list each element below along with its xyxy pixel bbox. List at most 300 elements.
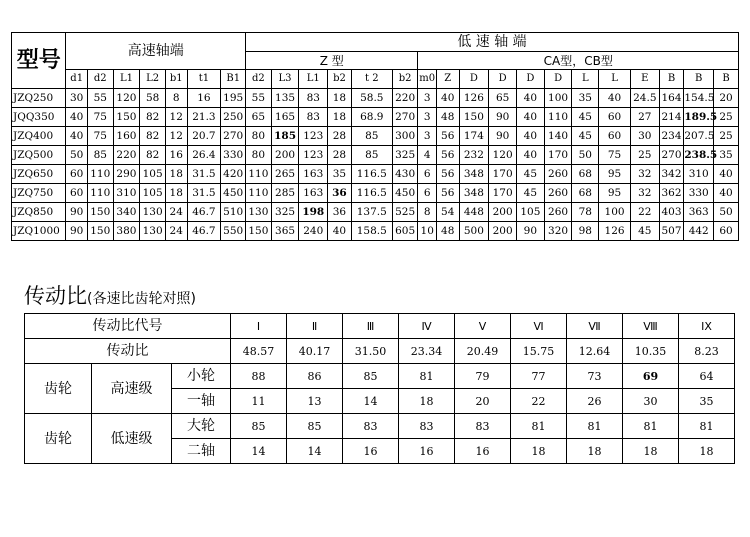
table-cell: 35: [714, 146, 739, 165]
small-gear-teeth: 86: [287, 364, 343, 389]
high-speed-shaft-header: 高速轴端: [66, 33, 246, 70]
table-cell: 285: [271, 184, 299, 203]
table-cell: 31.5: [187, 165, 221, 184]
table-cell: 100: [544, 89, 572, 108]
table-cell: 164: [659, 89, 684, 108]
column-header: B: [659, 70, 684, 89]
big-gear-teeth: 85: [231, 414, 287, 439]
table-cell: 40: [436, 89, 459, 108]
table-cell: 510: [221, 203, 246, 222]
second-shaft-teeth: 14: [231, 439, 287, 464]
model-name: JZQ850: [12, 203, 66, 222]
table-cell: 442: [684, 222, 714, 241]
table-cell: 130: [246, 203, 272, 222]
ratio-title-text: 传动比: [24, 284, 87, 308]
table-cell: 154.5: [684, 89, 714, 108]
table-cell: 170: [489, 184, 517, 203]
table-cell: 185: [271, 127, 299, 146]
table-cell: 158.5: [351, 222, 392, 241]
big-gear-label: 大轮: [172, 414, 231, 439]
table-cell: 48: [436, 222, 459, 241]
table-cell: 260: [544, 165, 572, 184]
table-cell: 60: [714, 222, 739, 241]
column-header: t 2: [351, 70, 392, 89]
table-cell: 26.4: [187, 146, 221, 165]
second-shaft-teeth: 16: [455, 439, 511, 464]
first-shaft-teeth: 30: [623, 389, 679, 414]
table-cell: 45: [572, 108, 599, 127]
table-cell: 32: [630, 165, 659, 184]
table-cell: 365: [271, 222, 299, 241]
table-cell: 110: [87, 184, 113, 203]
table-cell: 220: [392, 89, 418, 108]
table-cell: 75: [87, 108, 113, 127]
table-cell: 90: [489, 108, 517, 127]
table-cell: 110: [544, 108, 572, 127]
big-gear-teeth: 81: [623, 414, 679, 439]
table-cell: 420: [221, 165, 246, 184]
table-cell: 25: [714, 108, 739, 127]
column-header: E: [630, 70, 659, 89]
column-header: L: [572, 70, 599, 89]
table-cell: 95: [599, 165, 631, 184]
ratio-value: 31.50: [343, 339, 399, 364]
table-cell: 45: [630, 222, 659, 241]
table-row: [12, 108, 739, 127]
column-header: d1: [66, 70, 88, 89]
column-header: L1: [113, 70, 140, 89]
table-cell: 320: [544, 222, 572, 241]
table-cell: 60: [599, 108, 631, 127]
table-cell: 75: [87, 127, 113, 146]
column-header: d2: [246, 70, 272, 89]
ratio-code-label: 传动比代号: [25, 314, 231, 339]
table-cell: 105: [140, 165, 166, 184]
table-cell: 85: [87, 146, 113, 165]
ratio-value: 10.35: [623, 339, 679, 364]
table-cell: 150: [246, 222, 272, 241]
table-cell: 21.3: [187, 108, 221, 127]
table-cell: 50: [714, 203, 739, 222]
model-header: 型号: [12, 33, 66, 89]
table-cell: 270: [392, 108, 418, 127]
column-header: b2: [328, 70, 352, 89]
table-cell: 170: [489, 165, 517, 184]
small-gear-teeth: 88: [231, 364, 287, 389]
table-cell: 24.5: [630, 89, 659, 108]
second-shaft-teeth: 16: [343, 439, 399, 464]
table-cell: 40: [714, 184, 739, 203]
ratio-section-title: [24, 280, 196, 310]
table-cell: 82: [140, 146, 166, 165]
table-cell: 58.5: [351, 89, 392, 108]
table-cell: 126: [599, 222, 631, 241]
big-gear-teeth: 81: [511, 414, 567, 439]
column-header: L1: [299, 70, 328, 89]
table-cell: 214: [659, 108, 684, 127]
table-cell: 18: [328, 108, 352, 127]
model-name: JZQ250: [12, 89, 66, 108]
table-cell: 12: [165, 108, 187, 127]
column-header: L3: [271, 70, 299, 89]
first-shaft-teeth: 18: [399, 389, 455, 414]
column-header: b1: [165, 70, 187, 89]
column-header: t1: [187, 70, 221, 89]
table-cell: 260: [544, 184, 572, 203]
table-row: [12, 165, 739, 184]
table-cell: 56: [436, 146, 459, 165]
table-cell: 18: [165, 165, 187, 184]
table-cell: 325: [392, 146, 418, 165]
table-cell: 260: [544, 203, 572, 222]
big-gear-teeth: 83: [455, 414, 511, 439]
table-cell: 35: [328, 165, 352, 184]
ratio-code: Ⅵ: [511, 314, 567, 339]
table-cell: 90: [66, 203, 88, 222]
table-cell: 90: [517, 222, 545, 241]
big-gear-teeth: 85: [287, 414, 343, 439]
table-cell: 65: [246, 108, 272, 127]
big-gear-teeth: 83: [399, 414, 455, 439]
table-cell: 163: [299, 184, 328, 203]
first-shaft-teeth: 20: [455, 389, 511, 414]
table-cell: 110: [246, 184, 272, 203]
table-cell: 100: [599, 203, 631, 222]
table-cell: 58: [140, 89, 166, 108]
table-cell: 250: [221, 108, 246, 127]
small-gear-teeth: 85: [343, 364, 399, 389]
table-cell: 8: [165, 89, 187, 108]
ratio-subtitle-text: (各速比齿轮对照): [87, 291, 196, 307]
table-cell: 500: [459, 222, 489, 241]
table-cell: 120: [113, 89, 140, 108]
table-cell: 507: [659, 222, 684, 241]
table-cell: 123: [299, 127, 328, 146]
table-cell: 40: [599, 89, 631, 108]
first-shaft-teeth: 14: [343, 389, 399, 414]
high-speed-stage-label: 高速级: [92, 364, 172, 414]
table-cell: 45: [572, 127, 599, 146]
small-gear-teeth: 64: [679, 364, 735, 389]
table-cell: 240: [299, 222, 328, 241]
table-cell: 56: [436, 165, 459, 184]
table-cell: 340: [113, 203, 140, 222]
table-cell: 82: [140, 127, 166, 146]
table-cell: 98: [572, 222, 599, 241]
table-cell: 40: [714, 165, 739, 184]
table-cell: 110: [87, 165, 113, 184]
table-cell: 6: [418, 184, 436, 203]
table-cell: 12: [165, 127, 187, 146]
table-cell: 90: [489, 127, 517, 146]
table-cell: 232: [459, 146, 489, 165]
ratio-value: 15.75: [511, 339, 567, 364]
second-shaft-teeth: 18: [567, 439, 623, 464]
dimension-table: [11, 32, 739, 241]
ratio-table: [24, 313, 735, 464]
table-cell: 40: [517, 89, 545, 108]
ratio-code: Ⅴ: [455, 314, 511, 339]
table-cell: 18: [165, 184, 187, 203]
table-cell: 189.5: [684, 108, 714, 127]
table-cell: 54: [436, 203, 459, 222]
first-shaft-teeth: 11: [231, 389, 287, 414]
table-cell: 24: [165, 203, 187, 222]
table-cell: 50: [66, 146, 88, 165]
column-header: m0: [418, 70, 436, 89]
table-cell: 270: [659, 146, 684, 165]
table-cell: 56: [436, 127, 459, 146]
table-cell: 220: [113, 146, 140, 165]
table-cell: 18: [328, 89, 352, 108]
table-cell: 300: [392, 127, 418, 146]
table-row: [12, 89, 739, 108]
table-cell: 25: [630, 146, 659, 165]
table-cell: 165: [271, 108, 299, 127]
table-cell: 48: [436, 108, 459, 127]
table-cell: 525: [392, 203, 418, 222]
table-cell: 31.5: [187, 184, 221, 203]
table-cell: 605: [392, 222, 418, 241]
table-cell: 32: [630, 184, 659, 203]
model-name: JZQ650: [12, 165, 66, 184]
table-cell: 150: [87, 203, 113, 222]
table-cell: 40: [517, 146, 545, 165]
z-type-header: Z 型: [246, 52, 418, 70]
gear-label-low: 齿轮: [25, 414, 92, 464]
table-cell: 36: [328, 203, 352, 222]
table-cell: 123: [299, 146, 328, 165]
table-cell: 163: [299, 165, 328, 184]
second-shaft-teeth: 18: [623, 439, 679, 464]
table-cell: 430: [392, 165, 418, 184]
table-cell: 105: [517, 203, 545, 222]
second-shaft-teeth: 16: [399, 439, 455, 464]
column-header: B: [684, 70, 714, 89]
model-name: JZQ400: [12, 127, 66, 146]
table-row: [12, 127, 739, 146]
table-row: [12, 203, 739, 222]
table-cell: 550: [221, 222, 246, 241]
first-shaft-teeth: 35: [679, 389, 735, 414]
table-cell: 150: [459, 108, 489, 127]
table-cell: 150: [113, 108, 140, 127]
table-cell: 135: [271, 89, 299, 108]
table-cell: 362: [659, 184, 684, 203]
table-cell: 40: [517, 108, 545, 127]
table-row: [12, 184, 739, 203]
table-cell: 36: [328, 184, 352, 203]
model-name: JZQ750: [12, 184, 66, 203]
ratio-value: 48.57: [231, 339, 287, 364]
model-name: JZQ1000: [12, 222, 66, 241]
table-cell: 126: [459, 89, 489, 108]
ratio-value: 12.64: [567, 339, 623, 364]
model-name: JQQ350: [12, 108, 66, 127]
first-shaft-teeth: 13: [287, 389, 343, 414]
table-cell: 234: [659, 127, 684, 146]
table-cell: 450: [392, 184, 418, 203]
column-header: D: [517, 70, 545, 89]
table-cell: 75: [599, 146, 631, 165]
column-header: B: [714, 70, 739, 89]
column-header: B1: [221, 70, 246, 89]
table-cell: 4: [418, 146, 436, 165]
table-cell: 83: [299, 108, 328, 127]
table-cell: 130: [140, 222, 166, 241]
table-cell: 50: [572, 146, 599, 165]
column-header: d2: [87, 70, 113, 89]
table-cell: 60: [66, 165, 88, 184]
column-header: b2: [392, 70, 418, 89]
table-cell: 16: [165, 146, 187, 165]
table-cell: 3: [418, 89, 436, 108]
table-cell: 68: [572, 184, 599, 203]
second-shaft-teeth: 18: [679, 439, 735, 464]
table-cell: 348: [459, 165, 489, 184]
table-cell: 110: [246, 165, 272, 184]
table-cell: 10: [418, 222, 436, 241]
table-cell: 130: [140, 203, 166, 222]
table-cell: 330: [684, 184, 714, 203]
column-header: Z: [436, 70, 459, 89]
table-cell: 3: [418, 108, 436, 127]
table-cell: 40: [66, 127, 88, 146]
big-gear-teeth: 81: [679, 414, 735, 439]
second-shaft-teeth: 18: [511, 439, 567, 464]
table-cell: 55: [87, 89, 113, 108]
table-cell: 25: [714, 127, 739, 146]
column-header: L2: [140, 70, 166, 89]
table-cell: 137.5: [351, 203, 392, 222]
table-cell: 56: [436, 184, 459, 203]
table-cell: 195: [221, 89, 246, 108]
table-cell: 450: [221, 184, 246, 203]
table-cell: 35: [572, 89, 599, 108]
table-cell: 310: [684, 165, 714, 184]
small-gear-teeth: 69: [623, 364, 679, 389]
gear-label-high: 齿轮: [25, 364, 92, 414]
table-cell: 348: [459, 184, 489, 203]
table-cell: 68.9: [351, 108, 392, 127]
table-cell: 24: [165, 222, 187, 241]
ca-cb-type-header: CA型，CB型: [418, 52, 739, 70]
table-cell: 310: [113, 184, 140, 203]
table-cell: 45: [517, 184, 545, 203]
table-cell: 170: [544, 146, 572, 165]
ratio-code: Ⅳ: [399, 314, 455, 339]
table-cell: 238.5: [684, 146, 714, 165]
table-cell: 80: [246, 127, 272, 146]
table-cell: 270: [221, 127, 246, 146]
table-cell: 160: [113, 127, 140, 146]
low-speed-stage-label: 低速级: [92, 414, 172, 464]
table-cell: 40: [517, 127, 545, 146]
table-cell: 65: [489, 89, 517, 108]
column-header: D: [544, 70, 572, 89]
table-cell: 200: [489, 203, 517, 222]
table-cell: 105: [140, 184, 166, 203]
ratio-value: 23.34: [399, 339, 455, 364]
small-gear-teeth: 81: [399, 364, 455, 389]
table-cell: 46.7: [187, 222, 221, 241]
ratio-code: Ⅷ: [623, 314, 679, 339]
table-cell: 85: [351, 146, 392, 165]
small-gear-label: 小轮: [172, 364, 231, 389]
ratio-code: Ⅶ: [567, 314, 623, 339]
table-cell: 27: [630, 108, 659, 127]
table-cell: 403: [659, 203, 684, 222]
table-cell: 207.5: [684, 127, 714, 146]
table-cell: 342: [659, 165, 684, 184]
first-shaft-label: 一轴: [172, 389, 231, 414]
table-cell: 40: [66, 108, 88, 127]
ratio-code: Ⅱ: [287, 314, 343, 339]
second-shaft-teeth: 14: [287, 439, 343, 464]
table-cell: 448: [459, 203, 489, 222]
second-shaft-label: 二轴: [172, 439, 231, 464]
table-cell: 28: [328, 146, 352, 165]
first-shaft-teeth: 22: [511, 389, 567, 414]
table-cell: 150: [87, 222, 113, 241]
table-cell: 174: [459, 127, 489, 146]
column-header: L: [599, 70, 631, 89]
big-gear-teeth: 81: [567, 414, 623, 439]
table-cell: 82: [140, 108, 166, 127]
small-gear-teeth: 73: [567, 364, 623, 389]
table-cell: 330: [221, 146, 246, 165]
table-cell: 116.5: [351, 184, 392, 203]
ratio-code: ⅠX: [679, 314, 735, 339]
table-cell: 325: [271, 203, 299, 222]
table-row: [12, 222, 739, 241]
table-cell: 40: [328, 222, 352, 241]
table-cell: 8: [418, 203, 436, 222]
table-cell: 83: [299, 89, 328, 108]
table-cell: 22: [630, 203, 659, 222]
table-cell: 95: [599, 184, 631, 203]
ratio-code: Ⅲ: [343, 314, 399, 339]
table-cell: 120: [489, 146, 517, 165]
table-cell: 45: [517, 165, 545, 184]
table-cell: 3: [418, 127, 436, 146]
column-header: D: [489, 70, 517, 89]
model-name: JZQ500: [12, 146, 66, 165]
table-cell: 30: [66, 89, 88, 108]
table-cell: 90: [66, 222, 88, 241]
table-row: [12, 146, 739, 165]
table-cell: 46.7: [187, 203, 221, 222]
table-cell: 20.7: [187, 127, 221, 146]
ratio-value: 20.49: [455, 339, 511, 364]
table-cell: 60: [599, 127, 631, 146]
table-cell: 80: [246, 146, 272, 165]
ratio-value-label: 传动比: [25, 339, 231, 364]
table-cell: 6: [418, 165, 436, 184]
table-cell: 55: [246, 89, 272, 108]
table-cell: 198: [299, 203, 328, 222]
table-cell: 200: [489, 222, 517, 241]
ratio-code: Ⅰ: [231, 314, 287, 339]
table-cell: 140: [544, 127, 572, 146]
table-cell: 363: [684, 203, 714, 222]
column-header: D: [459, 70, 489, 89]
big-gear-teeth: 83: [343, 414, 399, 439]
table-cell: 78: [572, 203, 599, 222]
ratio-value: 8.23: [679, 339, 735, 364]
small-gear-teeth: 79: [455, 364, 511, 389]
table-cell: 68: [572, 165, 599, 184]
